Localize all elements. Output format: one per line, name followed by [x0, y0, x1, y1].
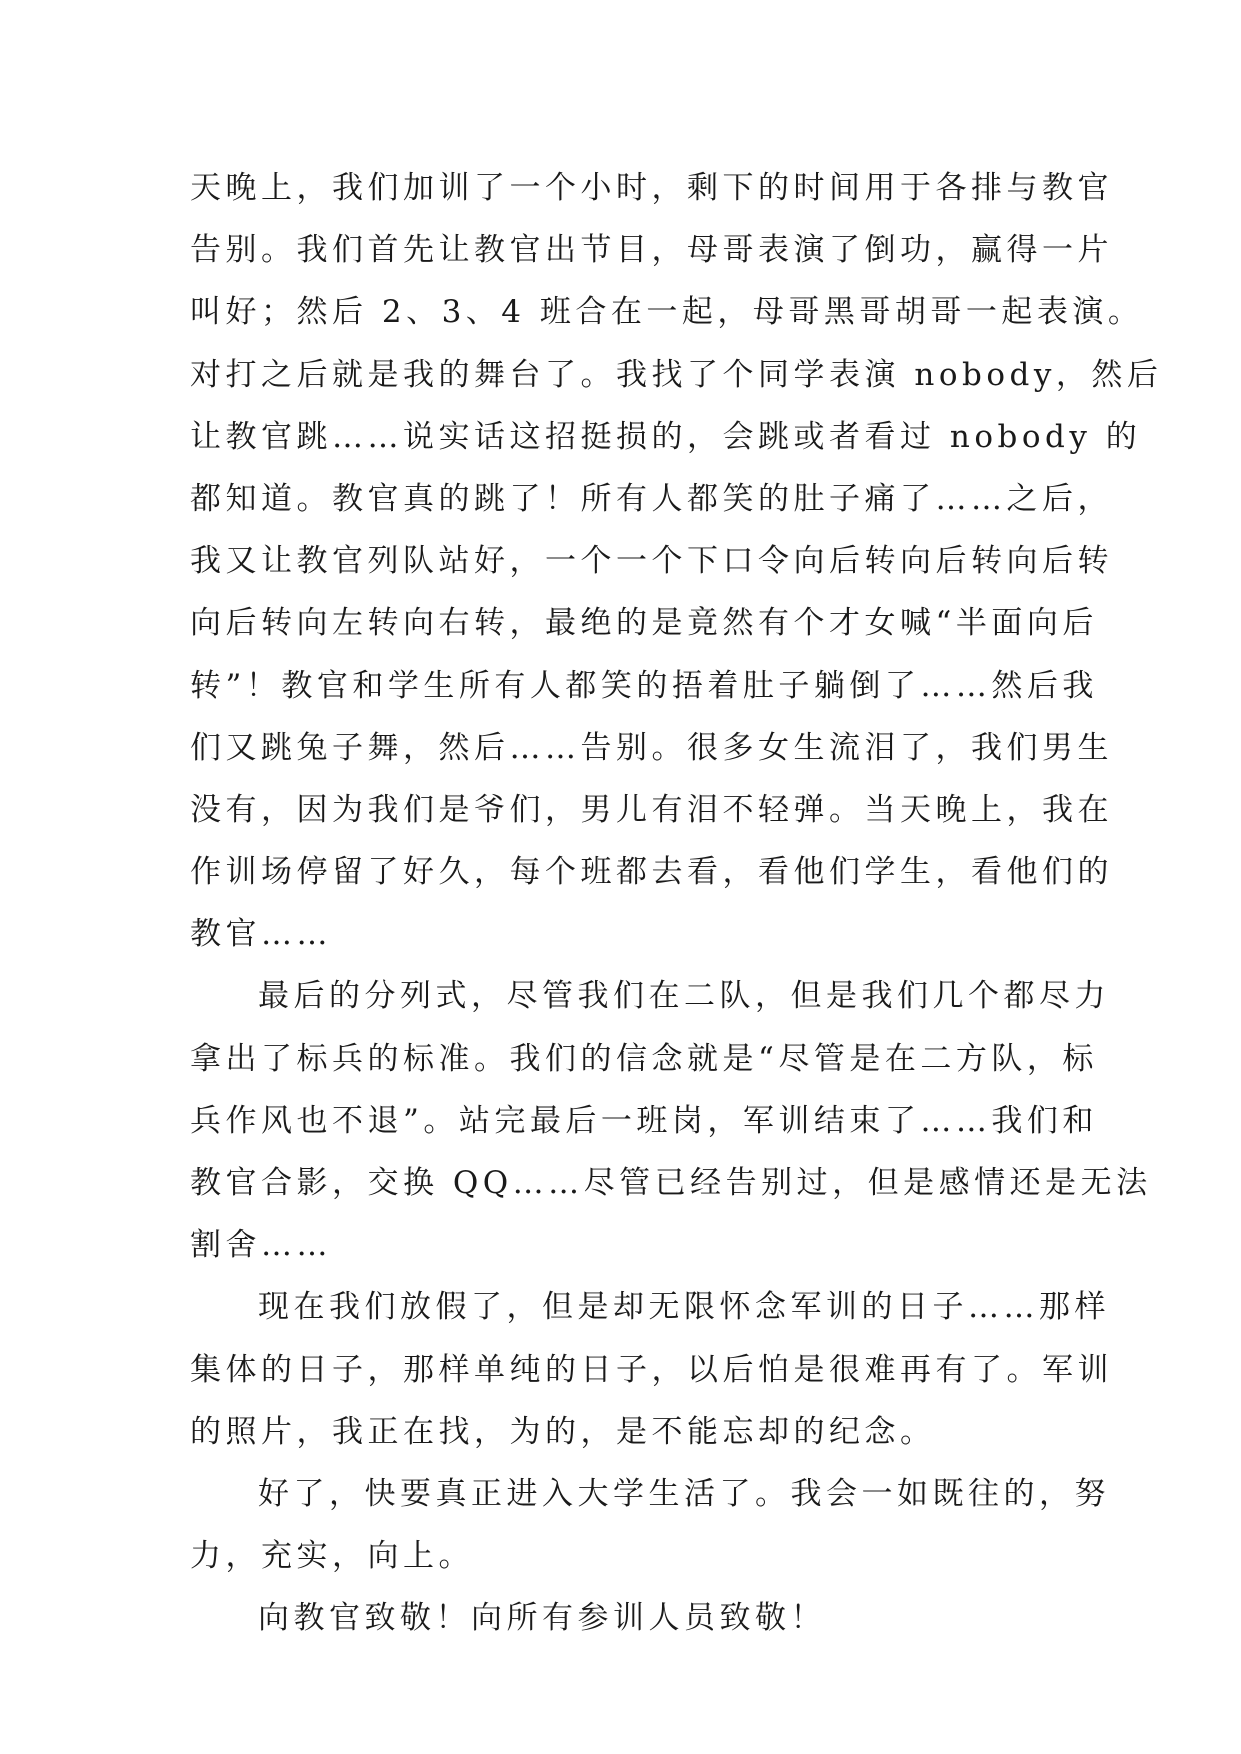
text-line: 教官……	[190, 916, 332, 953]
text-line: 天晚上，我们加训了一个小时，剩下的时间用于各排与教官	[190, 170, 1113, 206]
text-line: 没有，因为我们是爷们，男儿有泪不轻弹。当天晚上，我在	[190, 791, 1113, 828]
text-line: 兵作风也不退”。站完最后一班岗，军训结束了……我们和	[190, 1102, 1098, 1139]
text-line: 们又跳兔子舞，然后……告别。很多女生流泪了，我们男生	[190, 729, 1113, 766]
text-line: 叫好；然后 2、3、4 班合在一起，母哥黑哥胡哥一起表演。	[190, 294, 1144, 331]
text-line: 让教官跳……说实话这招挺损的，会跳或者看过 nobody 的	[190, 418, 1142, 455]
text-line: 我又让教官列队站好，一个一个下口令向后转向后转向后转	[190, 543, 1113, 580]
text-line: 对打之后就是我的舞台了。我找了个同学表演 nobody，然后	[190, 356, 1163, 393]
text-line: 拿出了标兵的标准。我们的信念就是“尽管是在二方队，标	[190, 1040, 1098, 1077]
text-line: 向后转向左转向右转，最绝的是竟然有个才女喊“半面向后	[190, 605, 1098, 642]
paragraph	[190, 965, 1152, 1276]
text-line: 向教官致敬！向所有参训人员致敬！	[258, 1600, 826, 1637]
text-line: 告别。我们首先让教官出节目，母哥表演了倒功，赢得一片	[190, 232, 1113, 269]
text-line: 力，充实，向上。	[190, 1538, 474, 1575]
text-line: 都知道。教官真的跳了！所有人都笑的肚子痛了……之后，	[190, 480, 1113, 517]
text-line: 现在我们放假了，但是却无限怀念军训的日子……那样	[258, 1289, 1110, 1326]
document-body	[190, 157, 1163, 1650]
paragraph	[190, 157, 1163, 965]
text-line: 最后的分列式，尽管我们在二队，但是我们几个都尽力	[258, 978, 1110, 1015]
text-line: 割舍……	[190, 1227, 332, 1264]
paragraph	[190, 1587, 1070, 1649]
text-line: 集体的日子，那样单纯的日子，以后怕是很难再有了。军训	[190, 1351, 1113, 1388]
text-line: 转”！教官和学生所有人都笑的捂着肚子躺倒了……然后我	[190, 667, 1098, 704]
text-line: 好了，快要真正进入大学生活了。我会一如既往的，努	[258, 1475, 1110, 1512]
paragraph	[190, 1463, 1110, 1587]
text-line: 的照片，我正在找，为的，是不能忘却的纪念。	[190, 1413, 936, 1450]
text-line: 教官合影，交换 QQ……尽管已经告别过，但是感情还是无法	[190, 1165, 1152, 1201]
paragraph	[190, 1276, 1113, 1463]
text-line: 作训场停留了好久，每个班都去看，看他们学生，看他们的	[190, 854, 1113, 891]
